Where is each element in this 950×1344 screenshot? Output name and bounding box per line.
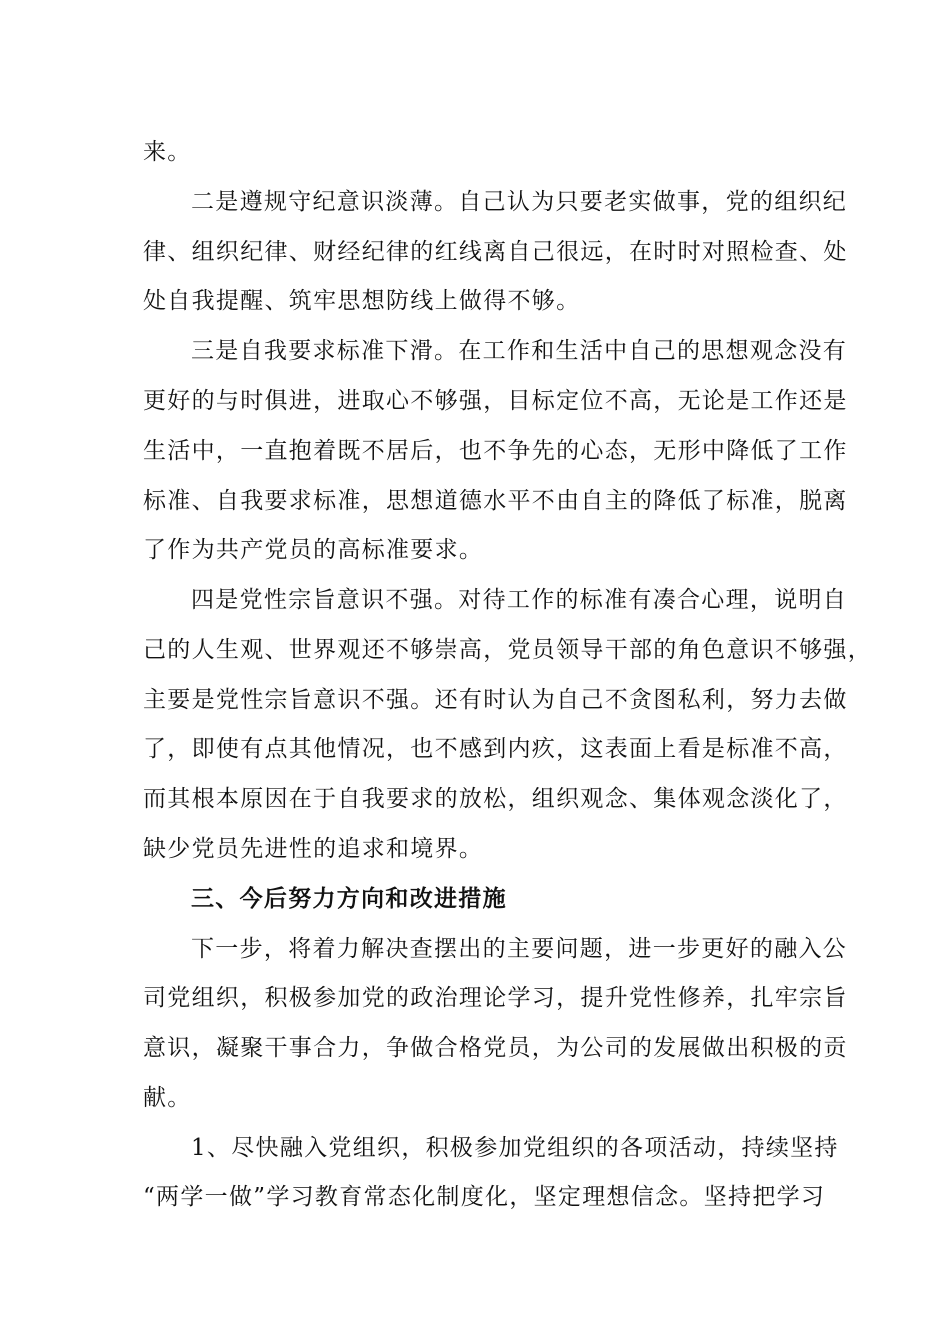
text-line: 司党组织，积极参加党的政治理论学习，提升党性修养，扎牢宗旨 [143, 985, 848, 1011]
text-line: 意识，凝聚干事合力，争做合格党员，为公司的发展做出积极的贡 [143, 1035, 848, 1061]
text-line: 缺少党员先进性的追求和境界。 [143, 836, 484, 862]
text-line: 更好的与时俱进，进取心不够强，目标定位不高，无论是工作还是 [143, 388, 848, 414]
text-line: 来。 [143, 139, 192, 165]
paragraph-line: 下一步，将着力解决查摆出的主要问题，进一步更好的融入公 [191, 936, 848, 962]
text-line: 主要是党性宗旨意识不强。还有时认为自己不贪图私利，努力去做 [143, 687, 848, 713]
text-line: 生活中，一直抱着既不居后，也不争先的心态，无形中降低了工作 [143, 438, 848, 464]
paragraph-line: 二是遵规守纪意识淡薄。自己认为只要老实做事，党的组织纪 [191, 189, 848, 215]
text-line: 标准、自我要求标准，思想道德水平不由自主的降低了标准，脱离 [143, 488, 848, 514]
paragraph-line: 三是自我要求标准下滑。在工作和生活中自己的思想观念没有 [191, 338, 848, 364]
section-heading: 三、今后努力方向和改进措施 [191, 885, 507, 912]
text-line: “两学一做”学习教育常态化制度化，坚定理想信念。坚持把学习 [143, 1184, 826, 1210]
text-line: 献。 [143, 1085, 192, 1111]
paragraph-line: 1、尽快融入党组织，积极参加党组织的各项活动，持续坚持 [191, 1135, 839, 1161]
paragraph-line: 四是党性宗旨意识不强。对待工作的标准有凑合心理，说明自 [191, 587, 848, 613]
text-line: 处自我提醒、筑牢思想防线上做得不够。 [143, 288, 581, 314]
text-line: 律、组织纪律、财经纪律的红线离自己很远，在时时对照检查、处 [143, 239, 848, 265]
text-line: 而其根本原因在于自我要求的放松，组织观念、集体观念淡化了， [143, 786, 848, 812]
text-line: 了作为共产党员的高标准要求。 [143, 537, 484, 563]
text-line: 了，即使有点其他情况，也不感到内疚，这表面上看是标准不高， [143, 736, 848, 762]
text-line: 己的人生观、世界观还不够崇高，党员领导干部的角色意识不够强， [143, 637, 872, 663]
